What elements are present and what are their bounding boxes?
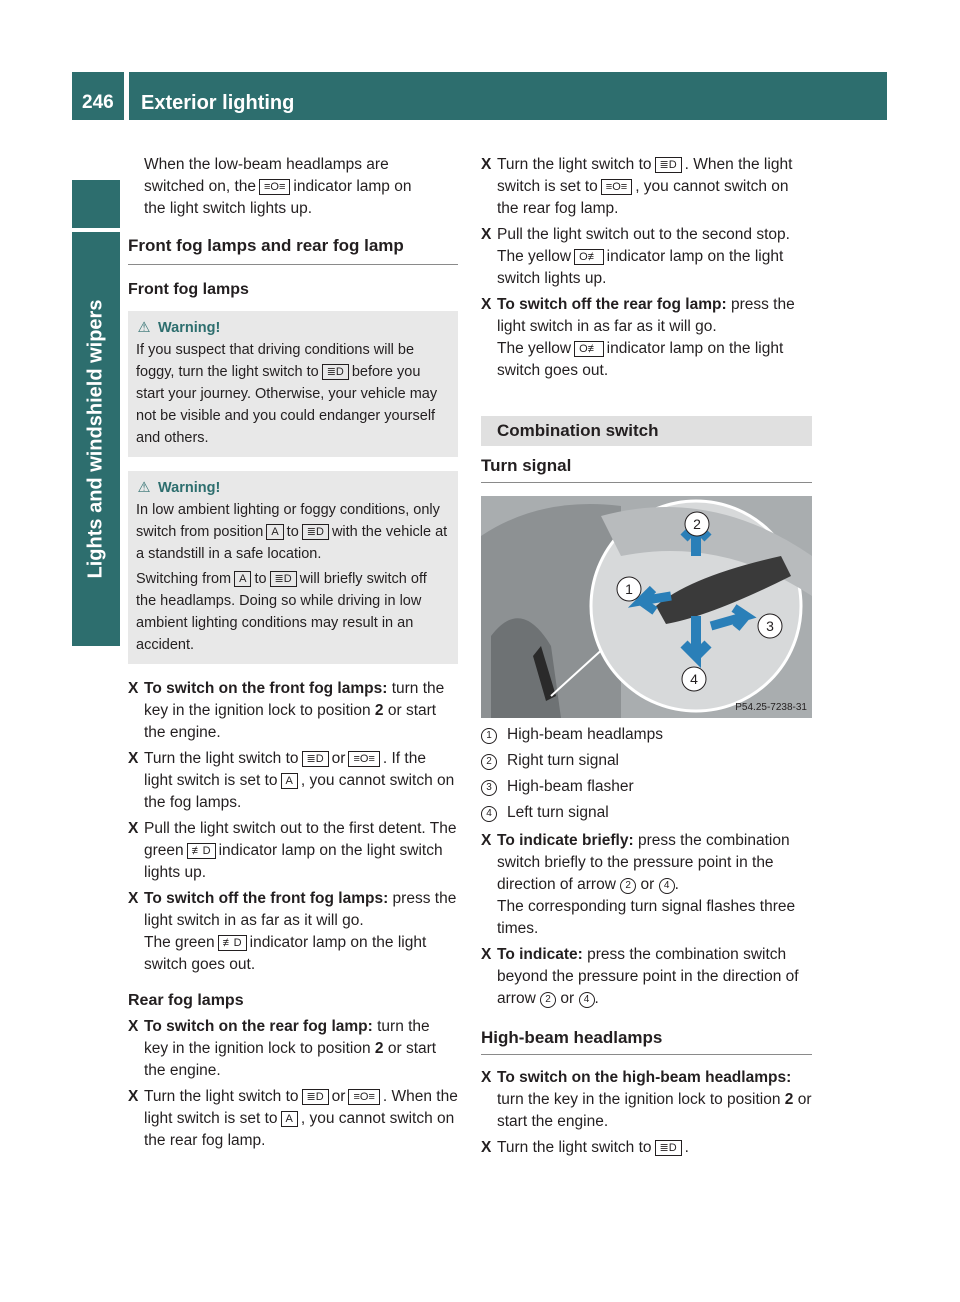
figure-code: P54.25-7238-31 — [735, 702, 807, 713]
list-item: X Turn the light switch to ≣D or ≡O≡ . If the light switch is set to A , you cannot switch on the fog lamps. — [128, 750, 455, 811]
bullet-icon: X — [128, 820, 139, 837]
list-item: 3 High-beam flasher — [481, 776, 812, 798]
rear-fog-icon: O≢ — [574, 341, 604, 357]
arrow-4-ref: 4 — [579, 992, 595, 1008]
arrow-2-ref: 2 — [620, 878, 636, 894]
bullet-icon: X — [128, 1018, 139, 1035]
subheading-front-fog: Front fog lamps — [128, 281, 249, 298]
list-item: X Pull the light switch out to the first detent. The green ≢D indicator lamp on the light switch lights up. — [128, 820, 457, 881]
list-item: 2 Right turn signal — [481, 750, 812, 772]
turn-signal-steps — [481, 830, 812, 1010]
list-item: 4 Left turn signal — [481, 802, 812, 824]
warning-box-2: ⚠ Warning! In low ambient lighting or foggy conditions, only switch from position A to ≣D with the vehicle at a standstill in a safe location. Switching from A to ≣D will briefly switch off the headlamps. Doing so while driving in low ambient lighting conditions may result in an accident. — [128, 471, 458, 664]
bullet-icon: X — [128, 750, 139, 767]
combination-switch-figure — [481, 496, 812, 718]
front-fog-steps — [128, 678, 458, 976]
parking-lamp-icon: ≡O≡ — [348, 1089, 379, 1105]
warning-title: Warning! — [158, 480, 221, 496]
right-column — [481, 154, 812, 483]
figure-legend — [481, 724, 812, 824]
rear-fog-steps-continued — [481, 154, 812, 382]
list-item: X To indicate briefly: press the combination switch briefly to the pressure point in the direction of arrow 2 or 4 . The corresponding turn signal flashes three times. — [481, 832, 796, 937]
bullet-icon: X — [481, 832, 492, 849]
arrow-2-ref: 2 — [540, 992, 556, 1008]
bullet-icon: X — [481, 296, 492, 313]
bullet-icon: X — [481, 946, 492, 963]
list-item: X Turn the light switch to ≣D . — [481, 1137, 812, 1159]
page-number: 246 — [82, 92, 114, 113]
rear-fog-icon: O≢ — [574, 249, 604, 265]
front-fog-icon: ≢D — [218, 935, 247, 951]
bullet-icon: X — [128, 680, 139, 697]
list-item: X To switch on the rear fog lamp: turn the key in the ignition lock to position 2 or start the engine. — [128, 1018, 437, 1079]
section-title-combination-switch: Combination switch — [481, 416, 812, 446]
front-fog-icon: ≢D — [187, 843, 216, 859]
page-title-block — [129, 72, 887, 120]
list-item: X Pull the light switch out to the second stop. The yellow O≢ indicator lamp on the light switch lights up. — [481, 226, 790, 287]
low-beam-icon: ≣D — [302, 1089, 329, 1105]
bullet-icon: X — [481, 226, 492, 243]
section-title-turn-signal: Turn signal — [481, 454, 812, 483]
intro-paragraph: When the low-beam headlamps are switched on, the ≡O≡ indicator lamp on the light switch lights up. — [144, 156, 412, 217]
low-beam-icon: ≣D — [655, 1140, 682, 1156]
high-beam-steps — [481, 1067, 812, 1159]
side-tab-marker — [72, 180, 120, 228]
combination-switch-illustration — [481, 496, 812, 718]
list-item: X To switch on the front fog lamps: turn the key in the ignition lock to position 2 or start the engine. — [128, 680, 445, 741]
list-item: X To switch off the rear fog lamp: press the light switch in as far as it will go. The yellow O≢ indicator lamp on the light switch goes out. — [481, 296, 795, 379]
page-number-block — [72, 72, 124, 120]
left-column — [128, 154, 458, 1152]
page-title: Exterior lighting — [141, 92, 295, 114]
warning-box-1: ⚠ Warning! If you suspect that driving conditions will be foggy, turn the light switch to ≣D before you start your journey. Otherwise, your vehicle may not be visible and you could endanger yourself and others. — [128, 311, 458, 457]
parking-lamp-icon: ≡O≡ — [601, 179, 632, 195]
arrow-4-ref: 4 — [659, 878, 675, 894]
bullet-icon: X — [128, 1088, 139, 1105]
bullet-icon: X — [481, 156, 492, 173]
list-item: X Turn the light switch to ≣D . When the light switch is set to ≡O≡ , you cannot switch on the rear fog lamp. — [481, 156, 793, 217]
warning-title: Warning! — [158, 320, 221, 336]
bullet-icon: X — [481, 1139, 492, 1156]
auto-icon: A — [234, 571, 251, 587]
list-item: X To switch off the front fog lamps: press the light switch in as far as it will go. The green ≢D indicator lamp on the light switch goes out. — [128, 890, 457, 973]
low-beam-icon: ≣D — [302, 751, 329, 767]
callout-1: 1 — [625, 581, 633, 597]
list-item: 1 High-beam headlamps — [481, 724, 812, 746]
parking-lamp-icon: ≡O≡ — [259, 179, 290, 195]
low-beam-icon: ≣D — [655, 157, 682, 173]
section-title-fog: Front fog lamps and rear fog lamp — [128, 234, 458, 265]
auto-icon: A — [281, 773, 298, 789]
section-title-high-beam: High-beam headlamps — [481, 1026, 812, 1055]
subheading-rear-fog: Rear fog lamps — [128, 992, 244, 1009]
low-beam-icon: ≣D — [270, 571, 297, 587]
side-tab-label: Lights and windshield wipers — [84, 299, 107, 579]
bullet-icon: X — [481, 1069, 492, 1086]
parking-lamp-icon: ≡O≡ — [348, 751, 379, 767]
auto-icon: A — [281, 1111, 298, 1127]
auto-icon: A — [266, 524, 283, 540]
warning-triangle-icon: ⚠ — [137, 480, 151, 496]
callout-2: 2 — [693, 516, 701, 532]
list-item: X Turn the light switch to ≣D or ≡O≡ . When the light switch is set to A , you cannot switch on the rear fog lamp. — [128, 1088, 458, 1149]
low-beam-icon: ≣D — [302, 524, 329, 540]
callout-3: 3 — [766, 618, 774, 634]
list-item: X To indicate: press the combination switch beyond the pressure point in the direction of arrow 2 or 4 . — [481, 946, 799, 1007]
callout-4: 4 — [690, 671, 698, 687]
warning-triangle-icon: ⚠ — [137, 320, 151, 336]
rear-fog-steps — [128, 1016, 458, 1152]
low-beam-icon: ≣D — [322, 364, 349, 380]
list-item: X To switch on the high-beam headlamps: turn the key in the ignition lock to position 2 or start the engine. — [481, 1069, 812, 1130]
bullet-icon: X — [128, 890, 139, 907]
right-column-lower — [481, 724, 812, 1159]
